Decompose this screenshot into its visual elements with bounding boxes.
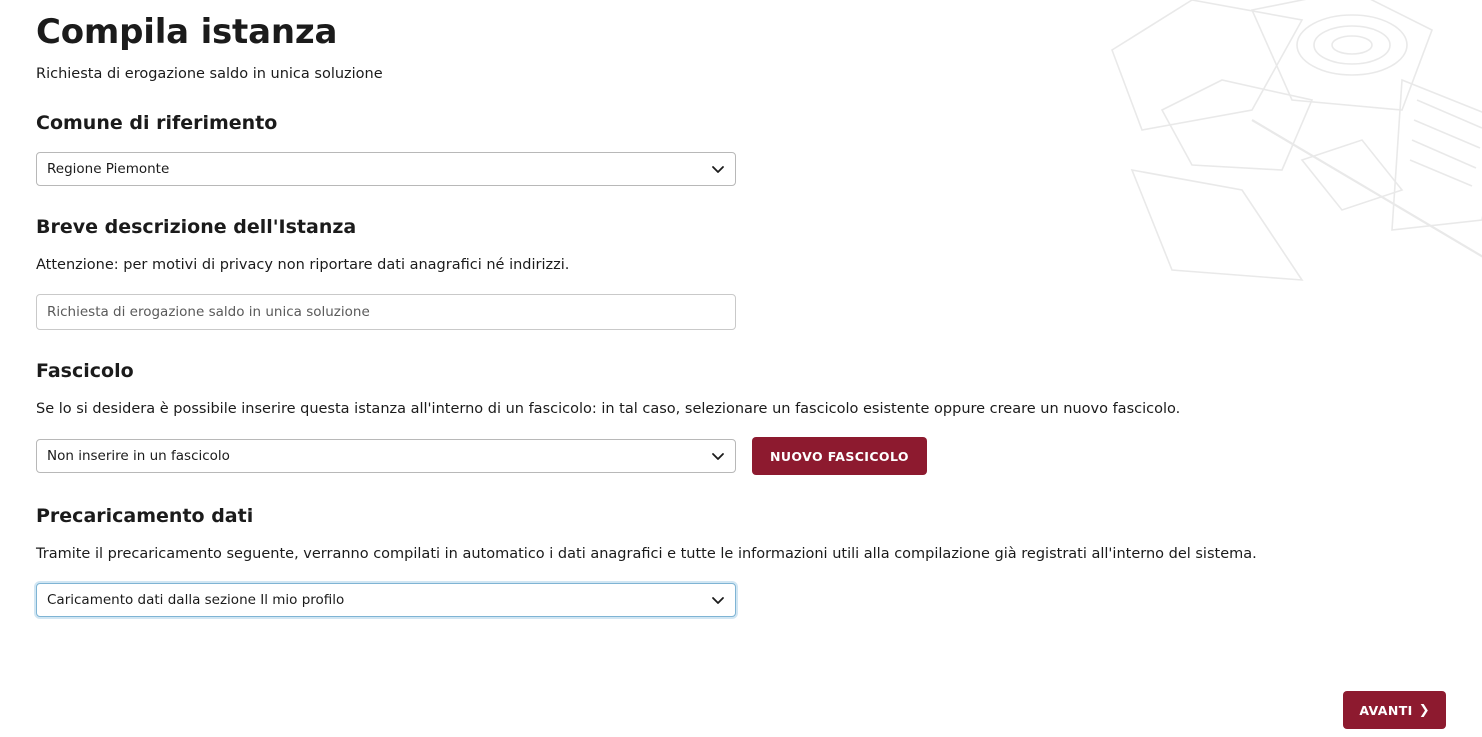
section-heading-precaricamento: Precaricamento dati (36, 505, 254, 528)
descrizione-input[interactable] (36, 294, 736, 330)
fascicolo-select[interactable]: Non inserire in un fascicolo (36, 439, 736, 473)
nuovo-fascicolo-button[interactable]: NUOVO FASCICOLO (752, 437, 927, 475)
section-heading-fascicolo: Fascicolo (36, 359, 134, 382)
avanti-label: AVANTI (1359, 702, 1413, 718)
chevron-right-icon: ❯ (1418, 702, 1430, 718)
comune-select-wrap (36, 152, 736, 186)
page-subtitle: Richiesta di erogazione saldo in unica soluzione (36, 66, 383, 82)
form-footer (1343, 691, 1446, 729)
precaricamento-field-row (36, 583, 1446, 617)
descrizione-note: Attenzione: per motivi di privacy non riportare dati anagrafici né indirizzi. (36, 257, 570, 273)
precaricamento-select-wrap (36, 583, 736, 617)
fascicolo-select-wrap (36, 439, 736, 473)
fascicolo-field-row (36, 437, 1446, 475)
comune-select[interactable]: Regione Piemonte (36, 152, 736, 186)
precaricamento-select[interactable]: Caricamento dati dalla sezione Il mio profilo (36, 583, 736, 617)
section-heading-descrizione: Breve descrizione dell'Istanza (36, 216, 357, 238)
avanti-button[interactable] (1343, 691, 1446, 729)
comune-field-row (36, 152, 1446, 186)
fascicolo-note: Se lo si desidera è possibile inserire questa istanza all'interno di un fascicolo: in tal caso, selezionare un fascicolo esistente oppure creare un nuovo fascicolo. (36, 400, 1181, 417)
page-title: Compila istanza (36, 12, 338, 52)
section-heading-comune: Comune di riferimento (36, 112, 278, 134)
precaricamento-note: Tramite il precaricamento seguente, verranno compilati in automatico i dati anagrafici e tutte le informazioni utili alla compilazione già registrati all'interno del sistema. (36, 546, 1257, 563)
